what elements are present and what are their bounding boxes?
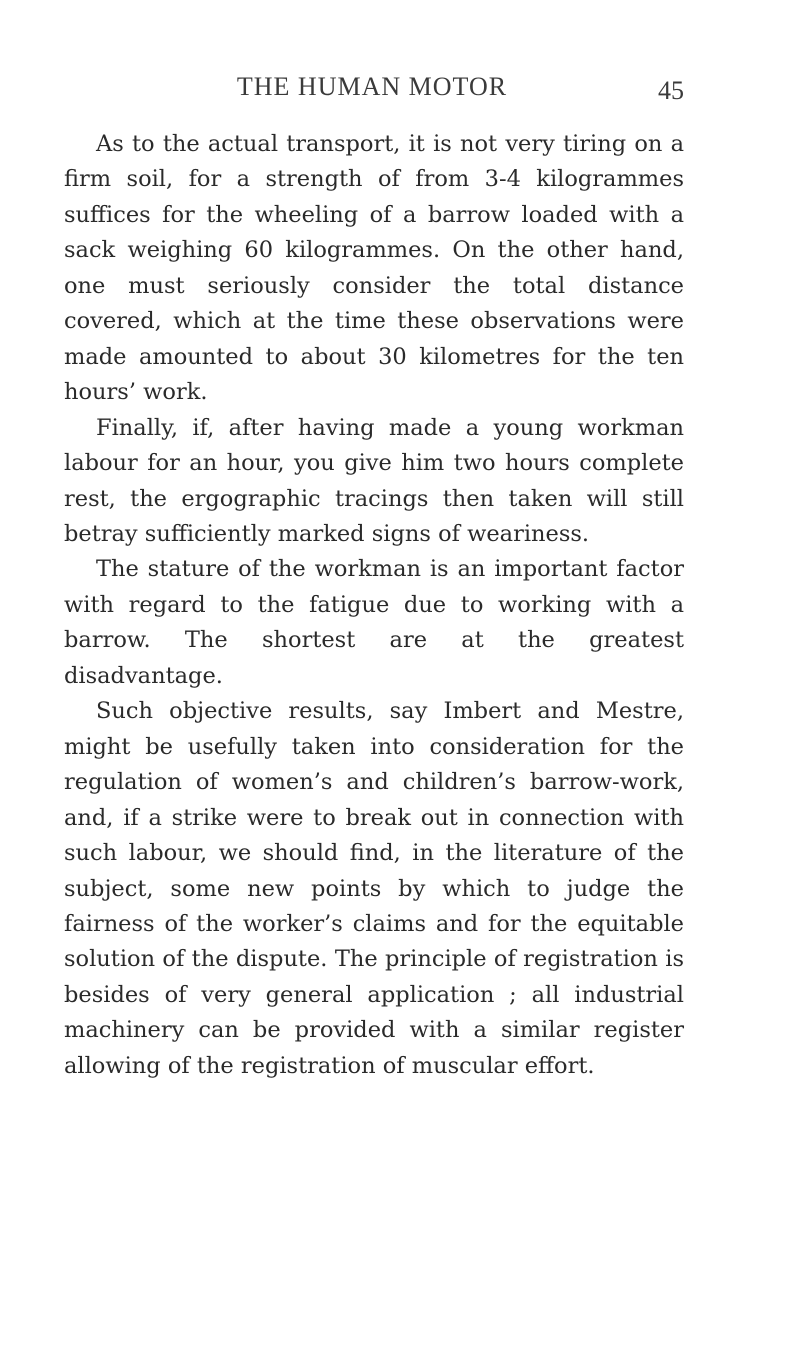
running-head: THE HUMAN MOTOR — [236, 72, 508, 101]
body-text — [64, 127, 684, 1084]
paragraph-transport: As to the actual transport, it is not very tiring on a firm soil, for a strength of from 3-4 kilogrammes suffices for the wheeling of a barrow loaded with a sack weighing 60 kilogrammes. On the other hand, one must seriously consider the total distance covered, which at the time these observations were made amounted to about 30 kilometres for the ten hours’ work. — [64, 131, 684, 406]
paragraph-objective-results: Such objective results, say Imbert and Mestre, might be usefully taken into consideration for the regulation of women’s and children’s barrow-work, and, if a strike were to break out in connection with such labour, we should find, in the literature of the subject, some new points by which to judge the fairness of the worker’s claims and for the equitable solution of the dispute. The principle of registration is besides of very general application ; all industrial machinery can be provided with a similar register allowing of the registration of muscular effort. — [64, 698, 684, 1079]
paragraph-rest: Finally, if, after having made a young workman labour for an hour, you give him two hours complete rest, the ergographic tracings then taken will still betray sufficiently marked signs of weariness. — [64, 414, 684, 547]
paragraph-stature: The stature of the workman is an important factor with regard to the fatigue due to working with a barrow. The shortest are at the greatest disadvantage. — [64, 556, 684, 689]
page-number: 45 — [658, 76, 684, 105]
page-header — [64, 72, 684, 112]
